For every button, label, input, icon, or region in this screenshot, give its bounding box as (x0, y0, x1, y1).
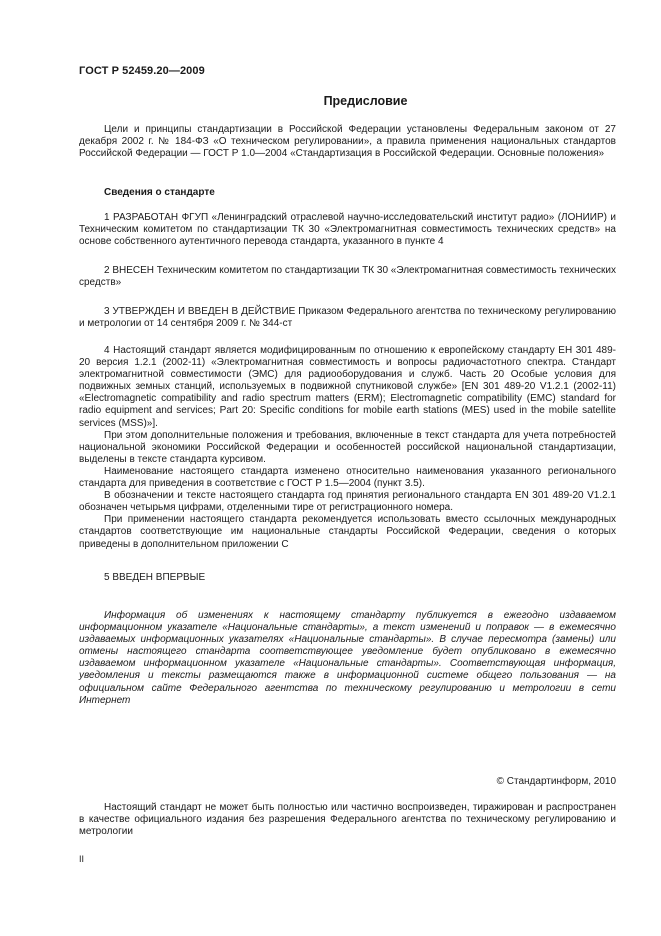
item-4-note-references: При применении настоящего стандарта рекомендуется использовать вместо ссылочных международных стандартов соответствующие им национальные стандарты Российской Федерации, сведения о которых приведены в дополнительном приложении С (79, 514, 616, 550)
legal-notice (79, 802, 616, 838)
intro-text: Цели и принципы стандартизации в Российской Федерации установлены Федеральным законом от 27 декабря 2002 г. № 184-ФЗ «О техническом регулировании», а правила применения национальных стандартов Российской Федерации — ГОСТ Р 1.0—2004 «Стандартизация в Российской Федерации. Основные положения» (79, 124, 616, 160)
item-2 (79, 265, 616, 289)
item-4 (79, 345, 616, 551)
page-number: II (79, 854, 85, 864)
change-notice (79, 610, 616, 707)
change-notice-text: Информация об изменениях к настоящему стандарту публикуется в ежегодно издаваемом информационном указателе «Национальные стандарты», а текст изменений и поправок — в ежемесячно издаваемых информационных указателях «Национальные стандарты». В случае пересмотра (замены) или отмены настоящего стандарта соответствующее уведомление будет опубликовано в ежемесячно издаваемом информационном указателе «Национальные стандарты». Соответствующая информация, уведомления и тексты размещаются также в информационной системе общего пользования — на официальном сайте Федерального агентства по техническому регулированию и метрологии в сети Интернет (79, 610, 616, 706)
document-header: ГОСТ Р 52459.20—2009 (79, 65, 205, 77)
item-1-text: 1 РАЗРАБОТАН ФГУП «Ленинградский отраслевой научно-исследовательский институт радио» (ЛОНИИР) и Техническим комитетом по стандартизации ТК 30 «Электромагнитная совместимость технических средств» на основе собственного аутентичного перевода стандарта, указанного в пункте 4 (79, 212, 616, 248)
page-title: Предисловие (323, 94, 408, 108)
item-4-text: 4 Настоящий стандарт является модифицированным по отношению к европейскому стандарту ЕН 301 489-20 версия 1.2.1 (2002-11) «Электромагнитная совместимость и вопросы радиочастотного спектра. Стандарт электромагнитной совместимости (ЭМС) для радиооборудования и служб. Часть 20 Особые условия для подвижных земных станций, используемых в подвижной спутниковой службе» [EN 301 489-20 V1.2.1 (2002-11) «Electromagnetic compatibility and radio spectrum matters (ERM); Electromagnetic compatibility (EMC) standard for radio equipment and services; Part 20: Specific conditions for mobile earth stations (MES) used in the mobile satellite services (MSS)»]. (79, 345, 616, 429)
item-4-note-title: Наименование настоящего стандарта изменено относительно наименования указанного регионального стандарта для приведения в соответствие с ГОСТ Р 1.5—2004 (пункт 3.5). (79, 465, 616, 490)
item-3 (79, 306, 616, 330)
standard-info-heading: Сведения о стандарте (104, 187, 215, 198)
item-3-text: 3 УТВЕРЖДЕН И ВВЕДЕН В ДЕЙСТВИЕ Приказом Федерального агентства по техническому регулированию и метрологии от 14 сентября 2009 г. № 344-ст (79, 306, 616, 330)
item-4-note-designation: В обозначении и тексте настоящего стандарта год принятия регионального стандарта EN 301 489-20 V1.2.1 обозначен четырьмя цифрами, отделенными тире от регистрационного номера. (79, 490, 616, 514)
item-2-text: 2 ВНЕСЕН Техническим комитетом по стандартизации ТК 30 «Электромагнитная совместимость технических средств» (79, 265, 616, 289)
item-5-text: 5 ВВЕДЕН ВПЕРВЫЕ (104, 572, 206, 583)
item-1 (79, 212, 616, 248)
item-4-note-additions: При этом дополнительные положения и требования, включенные в текст стандарта для учета потребностей национальной экономики Российской Федерации и особенностей российской национальной стандартизации, выделены в тексте стандарта курсивом. (79, 429, 616, 465)
legal-notice-text: Настоящий стандарт не может быть полностью или частично воспроизведен, тиражирован и распространен в качестве официального издания без разрешения Федерального агентства по техническому регулированию и метрологии (79, 802, 616, 838)
intro-paragraph (79, 124, 616, 160)
item-5 (79, 572, 616, 584)
copyright-line: © Стандартинформ, 2010 (496, 776, 616, 787)
